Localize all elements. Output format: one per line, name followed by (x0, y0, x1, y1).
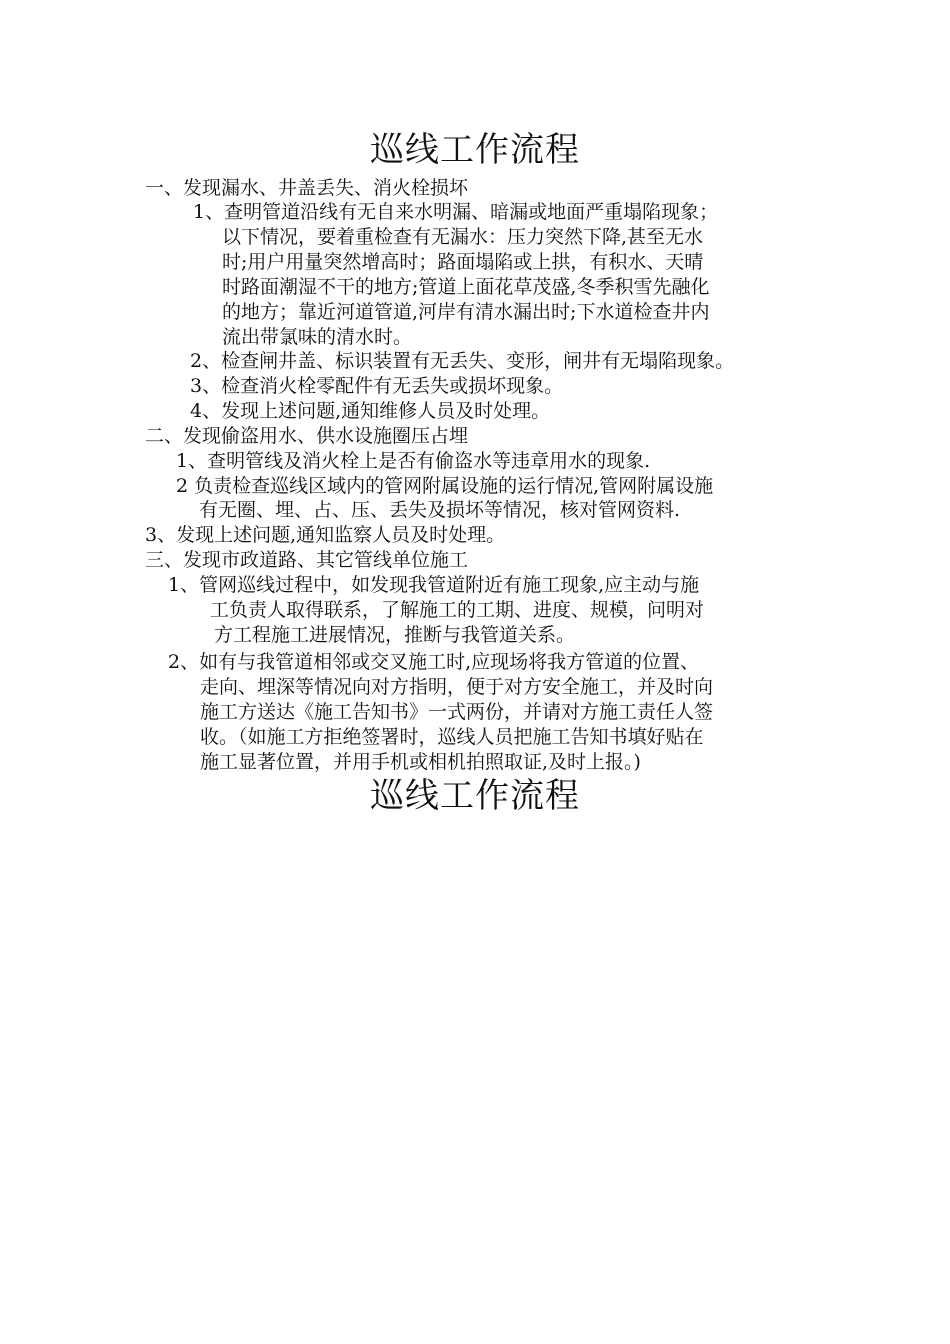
section-1-item-1-line-4: 时路面潮湿不干的地方;管道上面花草茂盛,冬季积雪先融化 (222, 276, 710, 298)
section-1-item-1-line-3: 时;用户用量突然增高时；路面塌陷或上拱，有积水、天晴 (222, 251, 704, 273)
section-2-item-2-line-1: 2 负责检查巡线区域内的管网附属设施的运行情况,管网附属设施 (176, 475, 714, 497)
section-1-item-3: 3、检查消火栓零配件有无丢失或损坏现象。 (190, 375, 564, 397)
section-2-item-1: 1、查明管线及消火栓上是否有偷盗水等违章用水的现象. (176, 450, 651, 472)
section-1-item-1-line-1: 1、查明管道沿线有无自来水明漏、暗漏或地面严重塌陷现象； (193, 201, 719, 223)
section-1-heading: 一、发现漏水、井盖丢失、消火栓损坏 (145, 177, 469, 199)
document-title: 巡线工作流程 (370, 130, 580, 170)
section-3-item-2-line-5: 施工显著位置，并用手机或相机拍照取证,及时上报。) (200, 751, 641, 773)
document-title-repeat: 巡线工作流程 (370, 776, 580, 816)
section-3-item-1-line-1: 1、管网巡线过程中，如发现我管道附近有施工现象,应主动与施 (168, 574, 700, 596)
section-3-item-2-line-2: 走向、埋深等情况向对方指明，便于对方安全施工，并及时向 (200, 676, 714, 698)
section-3-item-2-line-3: 施工方送达《施工告知书》一式两份，并请对方施工责任人签 (200, 701, 714, 723)
section-3-item-2-line-4: 收。（如施工方拒绝签署时，巡线人员把施工告知书填好贴在 (200, 726, 704, 748)
section-3-item-1-line-2: 工负责人取得联系，了解施工的工期、进度、规模，问明对 (210, 599, 705, 621)
section-1-item-2: 2、检查闸井盖、标识装置有无丢失、变形，闸井有无塌陷现象。 (190, 350, 735, 372)
section-2-item-2-line-2: 有无圈、埋、占、压、丢失及损坏等情况，核对管网资料. (199, 499, 681, 521)
section-3-item-1-line-3: 方工程施工进展情况，推断与我管道关系。 (214, 624, 576, 646)
section-3-item-2-line-1: 2、如有与我管道相邻或交叉施工时,应现场将我方管道的位置、 (168, 651, 700, 673)
section-2-item-3: 3、发现上述问题,通知监察人员及时处理。 (145, 524, 506, 546)
section-1-item-1-line-6: 流出带氯味的清水时。 (222, 326, 413, 348)
section-1-item-1-line-2: 以下情况，要着重检查有无漏水：压力突然下降,甚至无水 (222, 226, 704, 248)
section-1-item-1-line-5: 的地方；靠近河道管道,河岸有清水漏出时;下水道检查井内 (222, 301, 710, 323)
section-3-heading: 三、发现市政道路、其它管线单位施工 (145, 549, 469, 571)
section-2-heading: 二、发现偷盗用水、供水设施圈压占埋 (145, 425, 469, 447)
section-1-item-4: 4、发现上述问题,通知维修人员及时处理。 (190, 400, 551, 422)
